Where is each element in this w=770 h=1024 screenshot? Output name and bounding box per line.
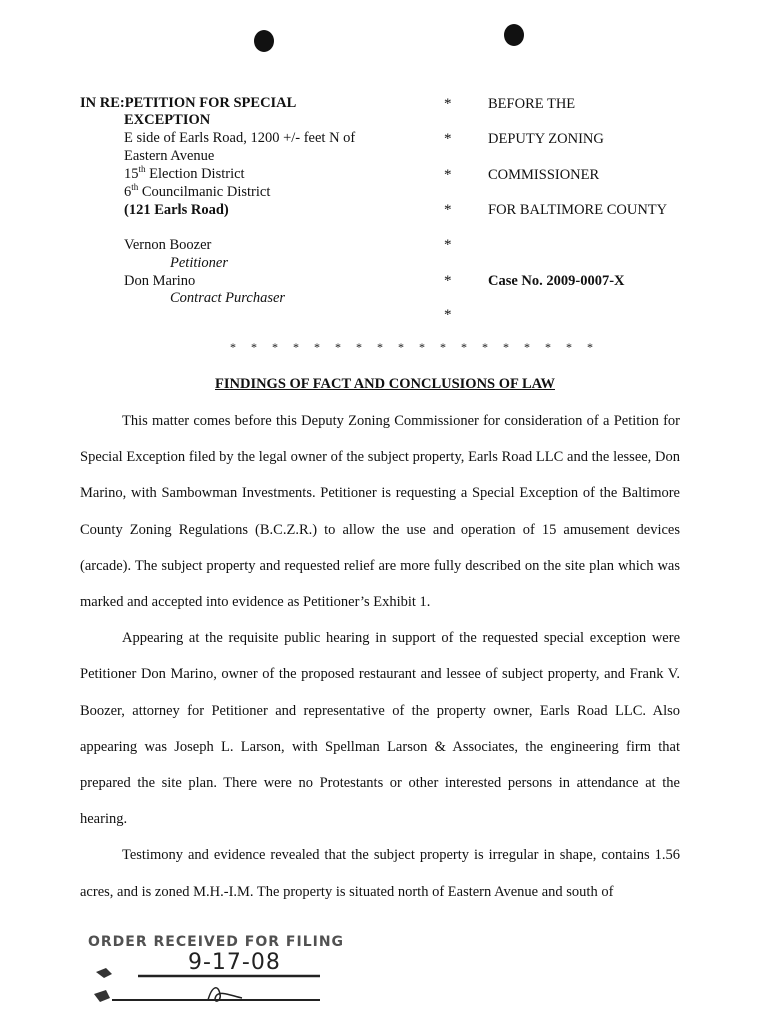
filing-stamp-text: ORDER RECEIVED FOR FILING — [88, 934, 345, 950]
caption-address: (121 Earls Road) — [124, 202, 229, 218]
paragraph-1: This matter comes before this Deputy Zoning Commissioner for consideration of a Petition for Special Exception filed by the legal owner of the subject property, Earls Road LLC and the lessee, Don Marino, with Sambowman Investments. Petitioner is requesting a Special Exception of the Baltimore County Zoning Regulations (B.C.Z.R.) to allow the use and operation of 15 amusement devices (arcade). The subject property and requested relief are more fully described on the site plan which was marked and accepted into evidence as Petitioner’s Exhibit 1. — [80, 413, 680, 611]
party1-role: Petitioner — [170, 255, 228, 271]
star-separator: * * * * * * * * * * * * * * * * * * — [230, 340, 593, 354]
caption-right-before: BEFORE THE — [488, 96, 576, 112]
caption-star: * — [444, 237, 452, 253]
caption-location-2: Eastern Avenue — [124, 148, 215, 164]
party1-name: Vernon Boozer — [124, 237, 212, 253]
page-heading: FINDINGS OF FACT AND CONCLUSIONS OF LAW — [215, 376, 555, 392]
caption-re-line-2: EXCEPTION — [124, 112, 211, 128]
filing-stamp-date: 9-17-08 — [188, 950, 281, 975]
caption-star: * — [444, 96, 452, 112]
party2-role: Contract Purchaser — [170, 290, 286, 306]
body-text — [80, 403, 680, 910]
caption-councilmanic-district — [124, 184, 270, 202]
caption-star: * — [444, 167, 452, 183]
filing-stamp-lines — [88, 960, 328, 1010]
caption-location-1: E side of Earls Road, 1200 +/- feet N of — [124, 130, 356, 146]
caption-star: * — [444, 131, 452, 147]
paragraph-3: Testimony and evidence revealed that the subject property is irregular in shape, contains 1.56 acres, and is zoned M.H.-I.M. The property is situated north of Eastern Avenue and south of — [80, 847, 680, 900]
election-num: 15 — [124, 166, 139, 182]
caption-star: * — [444, 273, 452, 289]
caption-star: * — [444, 307, 452, 323]
paragraph-2: Appearing at the requisite public hearing in support of the requested special exception were Petitioner Don Marino, owner of the proposed restaurant and lessee of subject property, and Frank V. Boozer, attorney for Petitioner and representative of the property owner, Earls Road LLC. Also appearing was Joseph L. Larson, with Spellman Larson & Associates, the engineering firm that prepared the site plan. There were no Protestants or other interested persons in attendance at the hearing. — [80, 630, 680, 828]
election-text: Election District — [145, 166, 245, 182]
stamp-mark-bottom — [94, 990, 110, 1002]
election-sup: th — [138, 164, 146, 175]
case-number: Case No. 2009-0007-X — [488, 273, 625, 289]
caption-star: * — [444, 202, 452, 218]
caption-right-county: FOR BALTIMORE COUNTY — [488, 202, 668, 218]
hole-punch-right — [504, 24, 524, 46]
caption-right-commissioner: COMMISSIONER — [488, 167, 600, 183]
party2-name: Don Marino — [124, 273, 196, 289]
stamp-mark-top — [96, 968, 112, 978]
caption-right-deputy: DEPUTY ZONING — [488, 131, 604, 147]
caption-re-line: IN RE:PETITION FOR SPECIAL — [80, 95, 297, 111]
caption-election-district — [124, 166, 245, 184]
council-sup: th — [131, 182, 139, 193]
council-text: Councilmanic District — [138, 184, 271, 200]
council-num: 6 — [124, 184, 132, 200]
hole-punch-left — [254, 30, 274, 52]
